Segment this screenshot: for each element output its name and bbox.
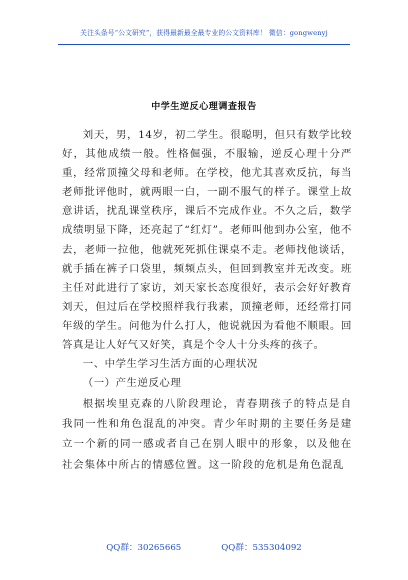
footer-contact	[0, 541, 408, 553]
document-title: 中学生逆反心理调查报告	[151, 102, 257, 112]
body-paragraph-2: 根据埃里克森的八阶段理论，青春期孩子的特点是自我同一性和角色混乱的冲突。青少年时期的主要任务是建立一个新的同一感或者自己在别人眼中的形象，以及他在社会集体中所占的情感位置。这一阶段的危机是角色混乱	[62, 397, 352, 471]
section-heading: 一、中学生学习生活方面的心理状况	[82, 358, 258, 371]
subsection-heading: （一）产生逆反心理	[82, 377, 182, 390]
body-paragraph: 刘天，男，14岁，初二学生。很聪明，但只有数学比较好，其他成绩一般。性格倔强，不服输，逆反心理十分严重，经常顶撞父母和老师。在学校，他尤其喜欢反抗，每当老师批评他时，就两眼一白，一副不服气的样子。课堂上故意讲话，扰乱课堂秩序，课后不完成作业。不久之后，数学成绩明显下降，还亮起了“红灯”。老师叫他到办公室，他不去，老师一拉他，他就死死抓住课桌不走。老师找他谈话，就手插在裤子口袋里，频频点头，但回到教室并无改变。班主任对此进行了家访，刘天家长态度很好，表示会好好教育刘天，但过后在学校照样我行我素，顶撞老师，还经常打同年级的学生。问他为什么打人，他说就因为看他不顺眼。回答真是让人好气又好笑，真是个令人十分头疼的孩子。	[62, 129, 352, 352]
header-note: 关注头条号“公文研究”，获得最新最全最专业的公文资料库！ 微信：gongwenyj	[80, 29, 328, 37]
footer-qq-group-2: QQ群：535304092	[221, 543, 302, 553]
footer-qq-group-1: QQ群：30265665	[106, 543, 182, 553]
document-body	[62, 126, 352, 475]
header-divider	[58, 44, 350, 45]
